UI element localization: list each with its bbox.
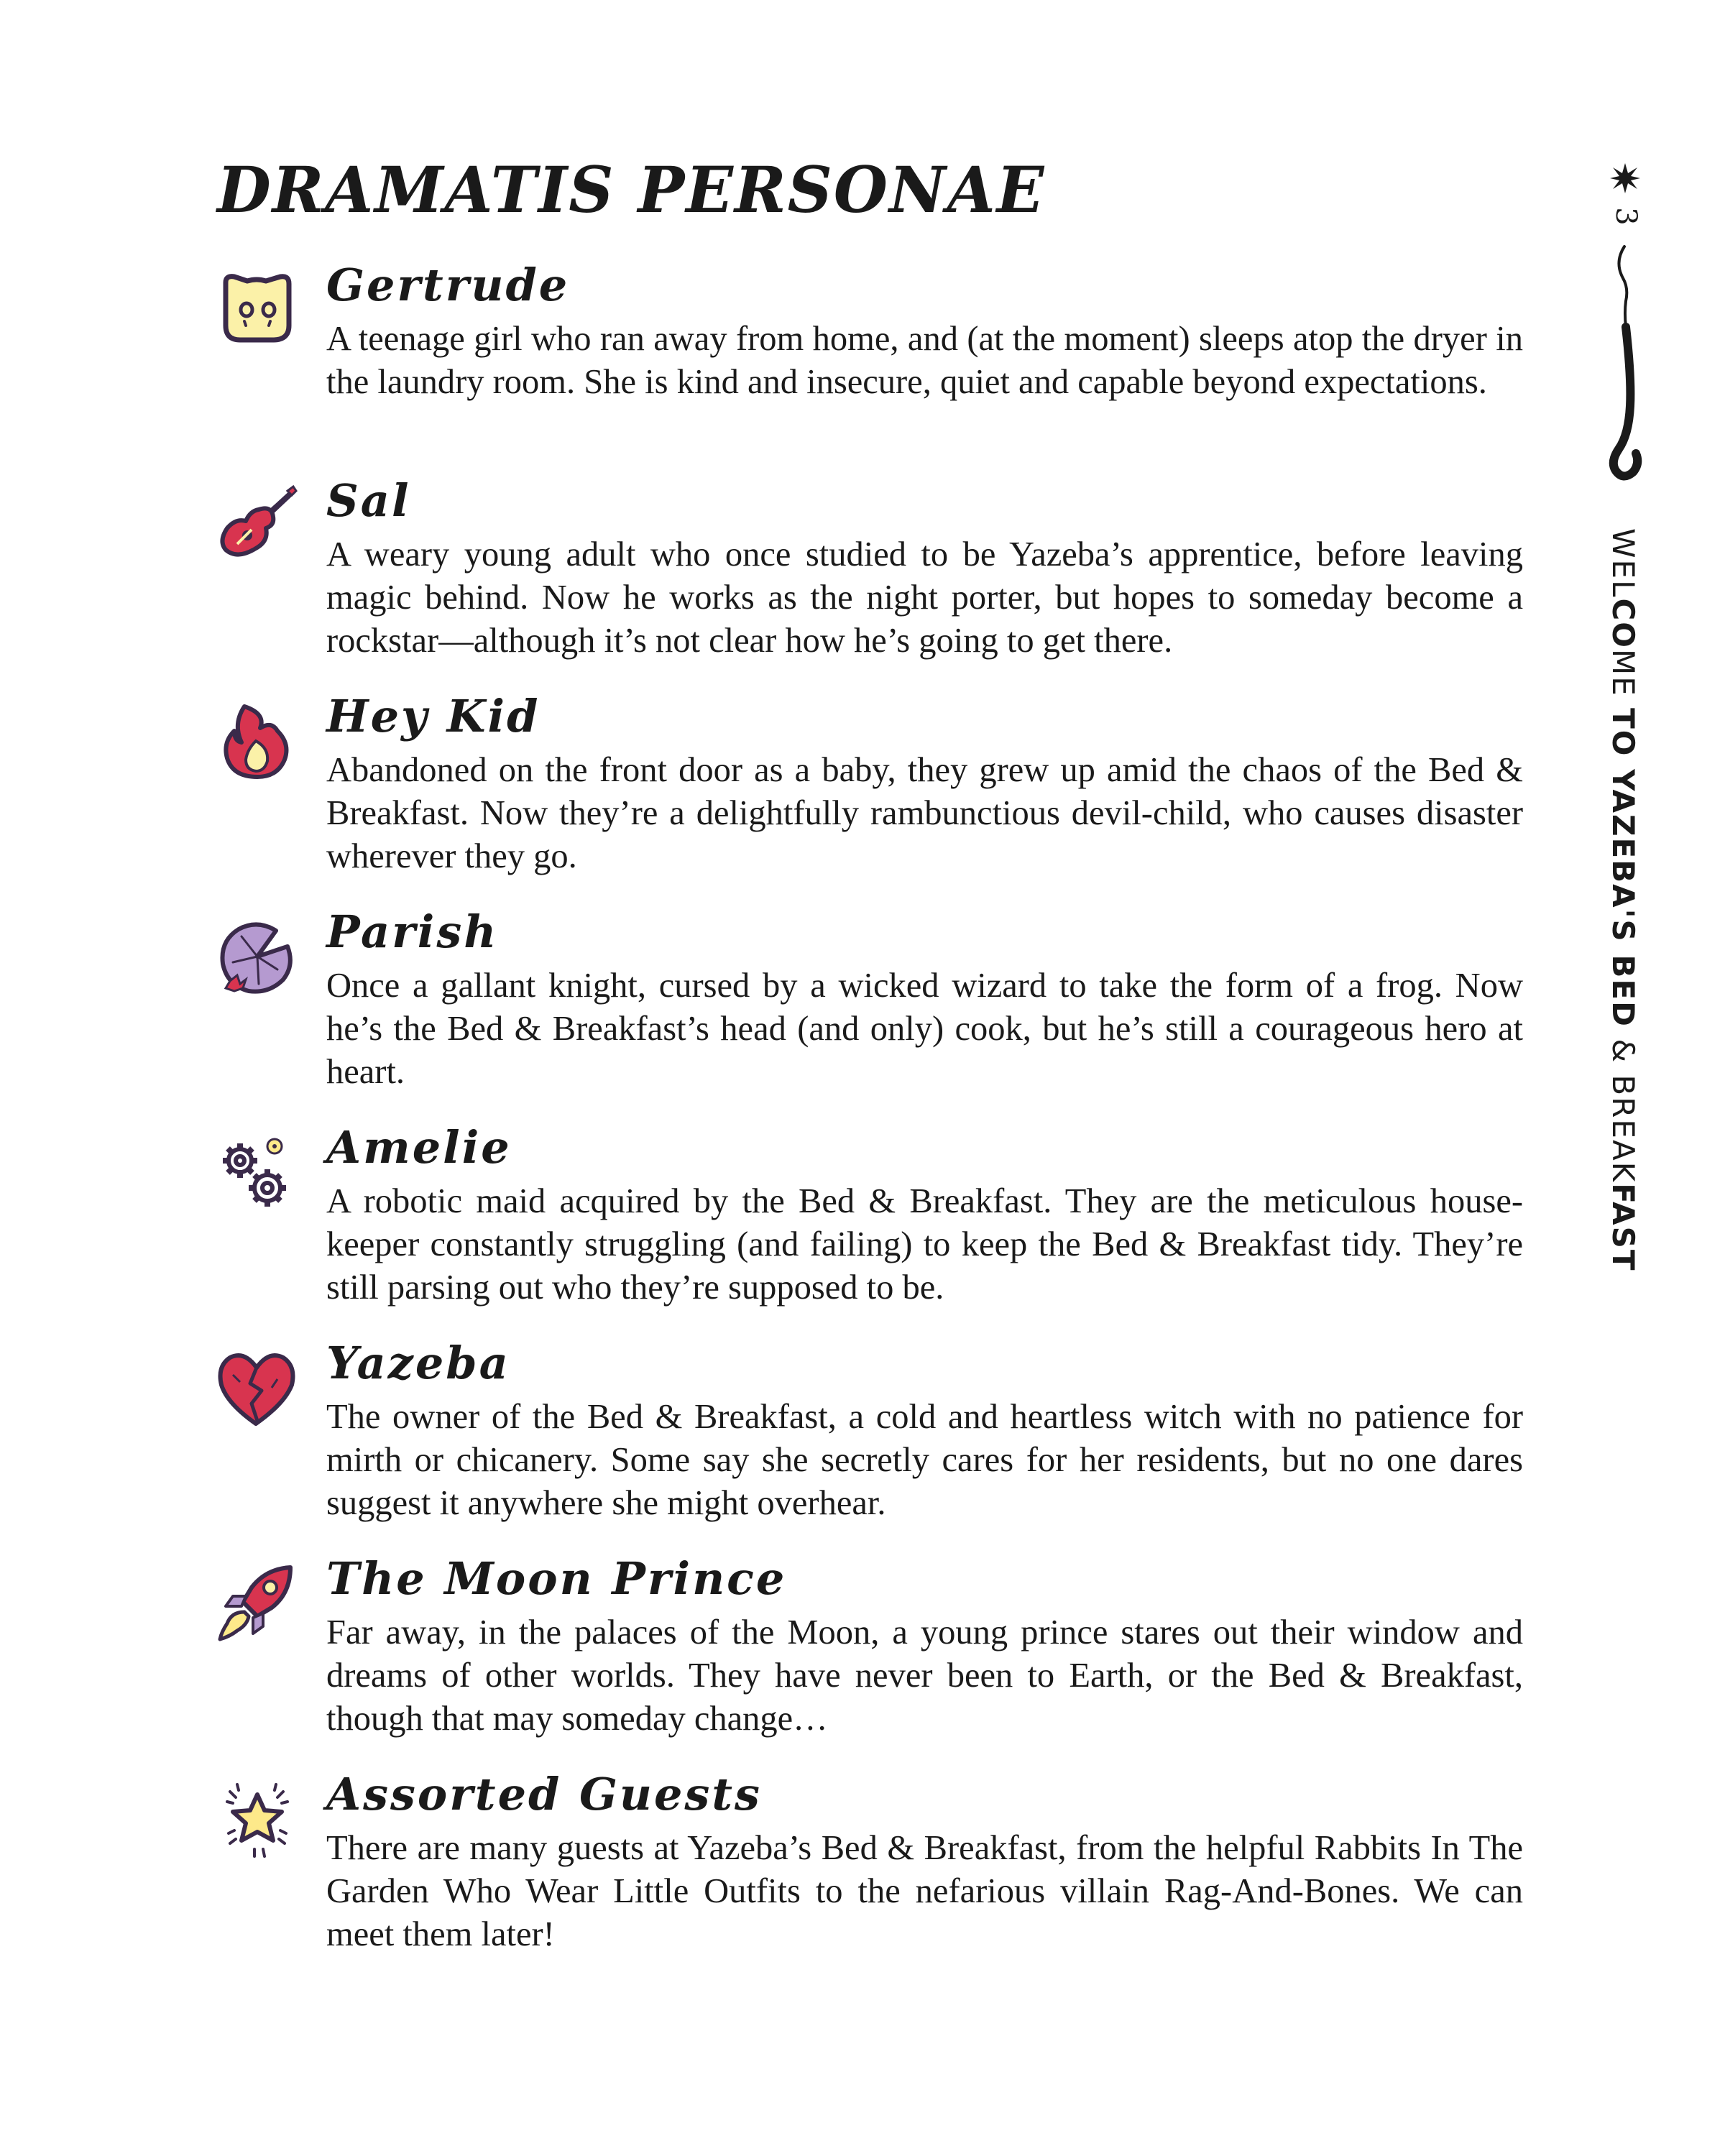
running-header	[1600, 162, 1650, 1272]
character-description: Abandoned on the front door as a baby, they grew up amid the chaos of the Bed & Breakfast. Now they’re a delightfully rambunctious devil-child, who causes disaster wherever they go.	[326, 751, 1523, 875]
running-title-part: TO YAZEBA'S BED	[1606, 708, 1641, 1028]
running-title-part: WEL	[1606, 528, 1641, 599]
asterisk-star-icon	[1609, 162, 1642, 195]
character-name: Assorted Guests	[326, 1768, 762, 1820]
character-entry-hey-kid	[216, 690, 1527, 890]
character-description: There are many guests at Yazeba’s Bed & Breakfast, from the helpful Rabbits In The Garden Who Wear Little Outfits to the nefarious villain Rag-And-Bones. We can meet them later!	[326, 1829, 1523, 1953]
character-entry-assorted-guests	[216, 1768, 1527, 1968]
sparkle-star-icon	[216, 1777, 298, 1860]
character-name: The Moon Prince	[326, 1552, 787, 1605]
character-name: Parish	[326, 906, 499, 958]
character-name: Yazeba	[326, 1337, 510, 1389]
character-description: A robotic maid acquired by the Bed & Breakfast. They are the meticulous house-keeper constantly struggling (and failing) to keep the Bed & Breakfast tidy. They’re still parsing out who they’re supposed to be.	[326, 1182, 1523, 1307]
character-entry-gertrude	[216, 259, 1527, 459]
gears-icon	[216, 1130, 298, 1213]
running-title-part: CO	[1606, 598, 1641, 649]
character-description: Far away, in the palaces of the Moon, a young prince stares out their window and dreams of other worlds. They have never been to Earth, or the Bed & Breakfast, though that may someday change…	[326, 1613, 1523, 1738]
character-name: Sal	[326, 474, 411, 527]
character-description: Once a gallant knight, cursed by a wicked wizard to take the form of a frog. Now he’s the Bed & Breakfast’s head (and only) cook, but he’s still a courageous hero at heart.	[326, 967, 1523, 1091]
flame-icon	[216, 699, 298, 782]
character-description: A teenage girl who ran away from home, and (at the moment) sleeps atop the dryer in the laundry room. She is kind and insecure, quiet and capable beyond expectations.	[326, 320, 1523, 401]
guitar-icon	[216, 484, 298, 566]
rocket-icon	[216, 1562, 298, 1644]
swirl-ornament-icon	[1604, 241, 1644, 521]
character-name: Amelie	[326, 1121, 512, 1174]
character-entry-parish	[216, 906, 1527, 1105]
character-description: A weary young adult who once studied to be Yazeba’s apprentice, before leaving magic behind. Now he works as the night porter, but hopes to someday become a rockstar—although it’s not clear how he’s going to get there.	[326, 535, 1523, 660]
running-title-part: ME	[1606, 649, 1641, 709]
character-description: The owner of the Bed & Breakfast, a cold and heartless witch with no patience for mirth or chicanery. Some say she secretly cares for her residents, but no one dares suggest it anywhere she might overhear.	[326, 1398, 1523, 1522]
character-name: Gertrude	[326, 259, 570, 311]
character-entry-amelie	[216, 1121, 1527, 1321]
character-entry-yazeba	[216, 1337, 1527, 1537]
running-title	[1606, 528, 1641, 1272]
running-title-part: FAST	[1606, 1183, 1641, 1272]
running-title-part: & BREAK	[1606, 1027, 1641, 1184]
character-name: Hey Kid	[326, 690, 540, 742]
cat-face-icon	[216, 268, 298, 351]
character-entry-sal	[216, 474, 1527, 674]
page-title: DRAMATIS PERSONAE	[217, 152, 1046, 227]
page-number: 3	[1609, 207, 1642, 226]
character-entry-the-moon-prince	[216, 1552, 1527, 1752]
lily-pad-icon	[216, 915, 298, 998]
broken-heart-icon	[216, 1346, 298, 1429]
